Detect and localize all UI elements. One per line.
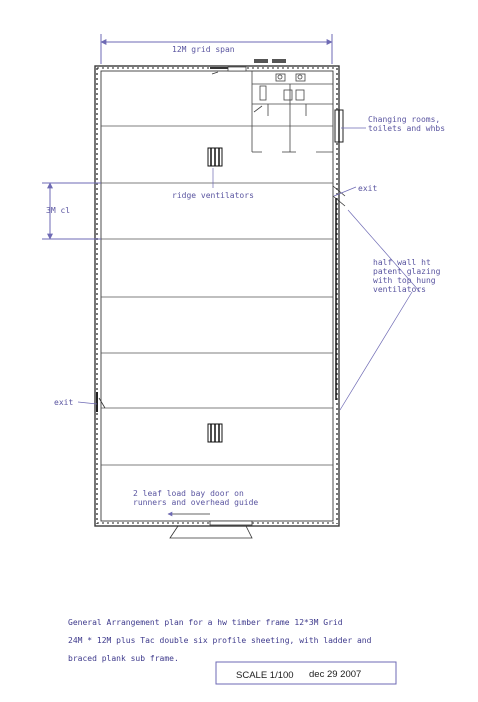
changing-rooms-label-1: Changing rooms,: [368, 115, 441, 124]
description-line-2: 24M * 12M plus Tac double six profile sheeting, with ladder and: [68, 636, 372, 645]
leader-lines: [78, 128, 420, 410]
glazing-label-1: half wall ht: [373, 258, 431, 267]
side-window-top: [335, 110, 343, 142]
changing-rooms-block: [252, 71, 333, 152]
bay-dimension: [42, 183, 101, 239]
date-label: dec 29 2007: [309, 669, 362, 680]
ridge-ventilators-label: ridge ventilators: [172, 191, 254, 200]
exit-left-label: exit: [54, 398, 74, 407]
load-door-label-2: runners and overhead guide: [133, 498, 259, 507]
bay-dimension-label: 3M cl: [46, 206, 71, 215]
top-door: [210, 67, 246, 74]
glazing-label-3: with top hung: [373, 276, 436, 285]
grid-frame-lines: [101, 126, 333, 465]
span-dimension: [101, 34, 332, 64]
span-dimension-label: 12M grid span: [172, 45, 235, 54]
glazing-label-4: ventilators: [373, 285, 426, 294]
roof-vents-top: [254, 59, 286, 63]
glazing-label-2: patent glazing: [373, 267, 441, 276]
scale-box: [216, 662, 396, 684]
scale-label: SCALE 1/100: [236, 670, 294, 681]
ridge-ventilator-bottom: [208, 424, 222, 442]
load-door-label-1: 2 leaf load bay door on: [133, 489, 244, 498]
ridge-ventilator-top: [208, 148, 222, 166]
building-outline: [95, 66, 339, 526]
changing-rooms-label-2: toilets and whbs: [368, 124, 446, 133]
exit-right-label: exit: [358, 184, 378, 193]
description-line-1: General Arrangement plan for a hw timber frame 12*3M Grid: [68, 618, 343, 627]
description-line-3: braced plank sub frame.: [68, 654, 179, 663]
